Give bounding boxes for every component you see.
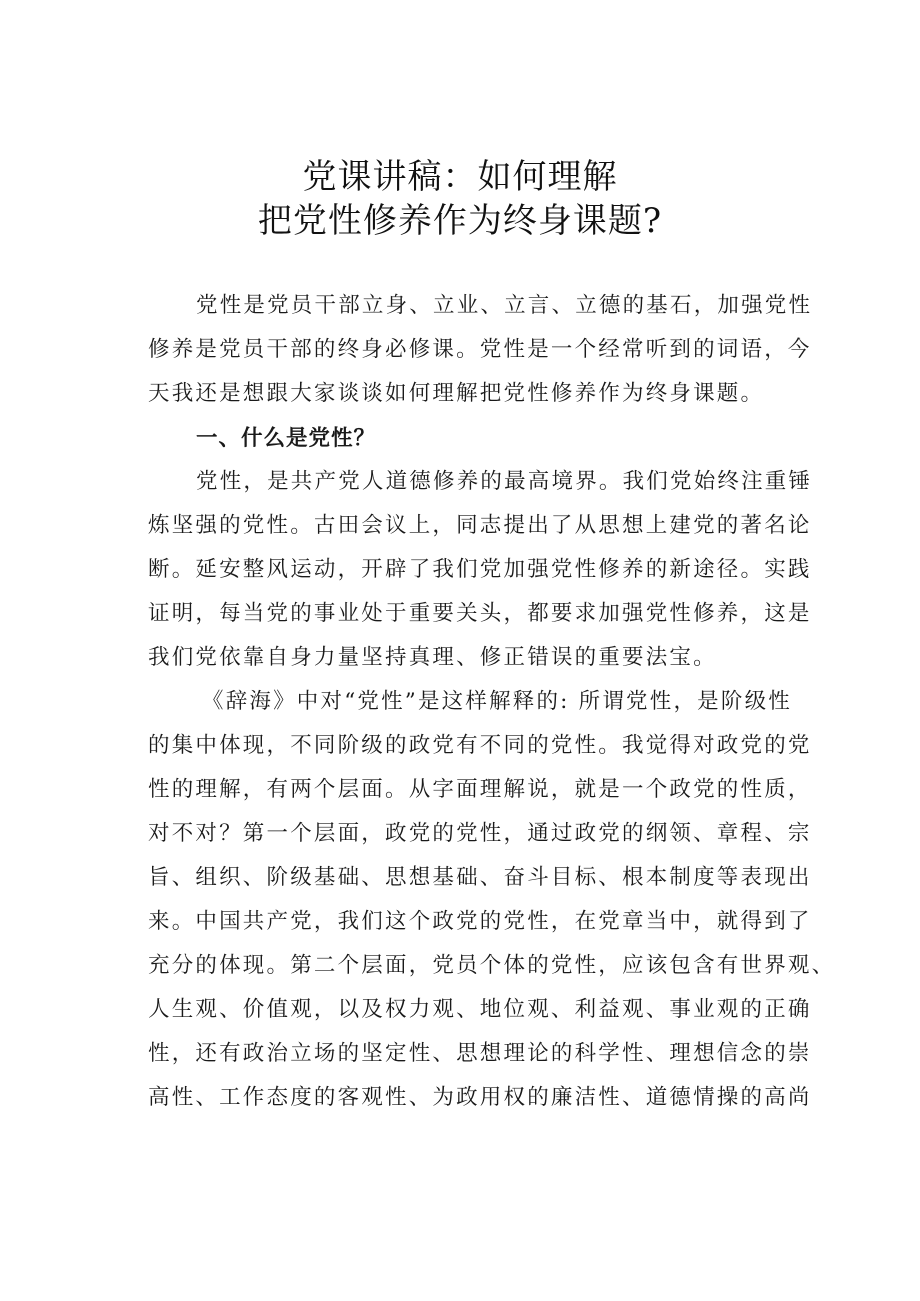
paragraph-line: 证明，每当党的事业处于重要关头，都要求加强党性修养，这是: [148, 601, 812, 626]
paragraph-line: 充分的体现。第二个层面，党员个体的党性，应该包含有世界观、: [148, 953, 836, 978]
paragraph-line: 对不对？第一个层面，政党的党性，通过政党的纲领、章程、宗: [148, 821, 812, 846]
paragraph-line: 的集中体现，不同阶级的政党有不同的党性。我觉得对政党的党: [148, 733, 812, 758]
paragraph-line: 人生观、价值观，以及权力观、地位观、利益观、事业观的正确: [148, 997, 812, 1022]
paragraph-line: 高性、工作态度的客观性、为政用权的廉洁性、道德情操的高尚: [148, 1085, 812, 1110]
paragraph-line: 《辞海》中对“党性”是这样解释的: 所谓党性，是阶级性: [202, 689, 792, 714]
paragraph-line: 党性是党员干部立身、立业、立言、立德的基石，加强党性: [196, 293, 813, 318]
paragraph-line: 旨、组织、阶级基础、思想基础、奋斗目标、根本制度等表现出: [148, 865, 812, 890]
document-title-line-1: 党课讲稿：如何理解: [302, 157, 618, 197]
section-heading: 一、什么是党性？: [196, 426, 377, 451]
paragraph-line: 天我还是想跟大家谈谈如何理解把党性修养作为终身课题。: [148, 381, 765, 406]
paragraph-line: 断。延安整风运动，开辟了我们党加强党性修养的新途径。实践: [148, 557, 812, 582]
paragraph-line: 性，还有政治立场的坚定性、思想理论的科学性、理想信念的崇: [148, 1041, 812, 1066]
document-title-line-2: 把党性修养作为终身课题?: [257, 201, 663, 241]
paragraph-line: 我们党依靠自身力量坚持真理、修正错误的重要法宝。: [148, 645, 717, 670]
paragraph-line: 来。中国共产党，我们这个政党的党性，在党章当中，就得到了: [148, 909, 812, 934]
paragraph-line: 党性，是共产党人道德修养的最高境界。我们党始终注重锤: [196, 469, 813, 494]
document-body: [148, 292, 836, 1110]
paragraph-line: 修养是党员干部的终身必修课。党性是一个经常听到的词语，今: [148, 337, 812, 362]
paragraph-line: 性的理解，有两个层面。从字面理解说，就是一个政党的性质，: [148, 777, 812, 802]
paragraph-line: 炼坚强的党性。古田会议上，同志提出了从思想上建党的著名论: [148, 513, 812, 538]
